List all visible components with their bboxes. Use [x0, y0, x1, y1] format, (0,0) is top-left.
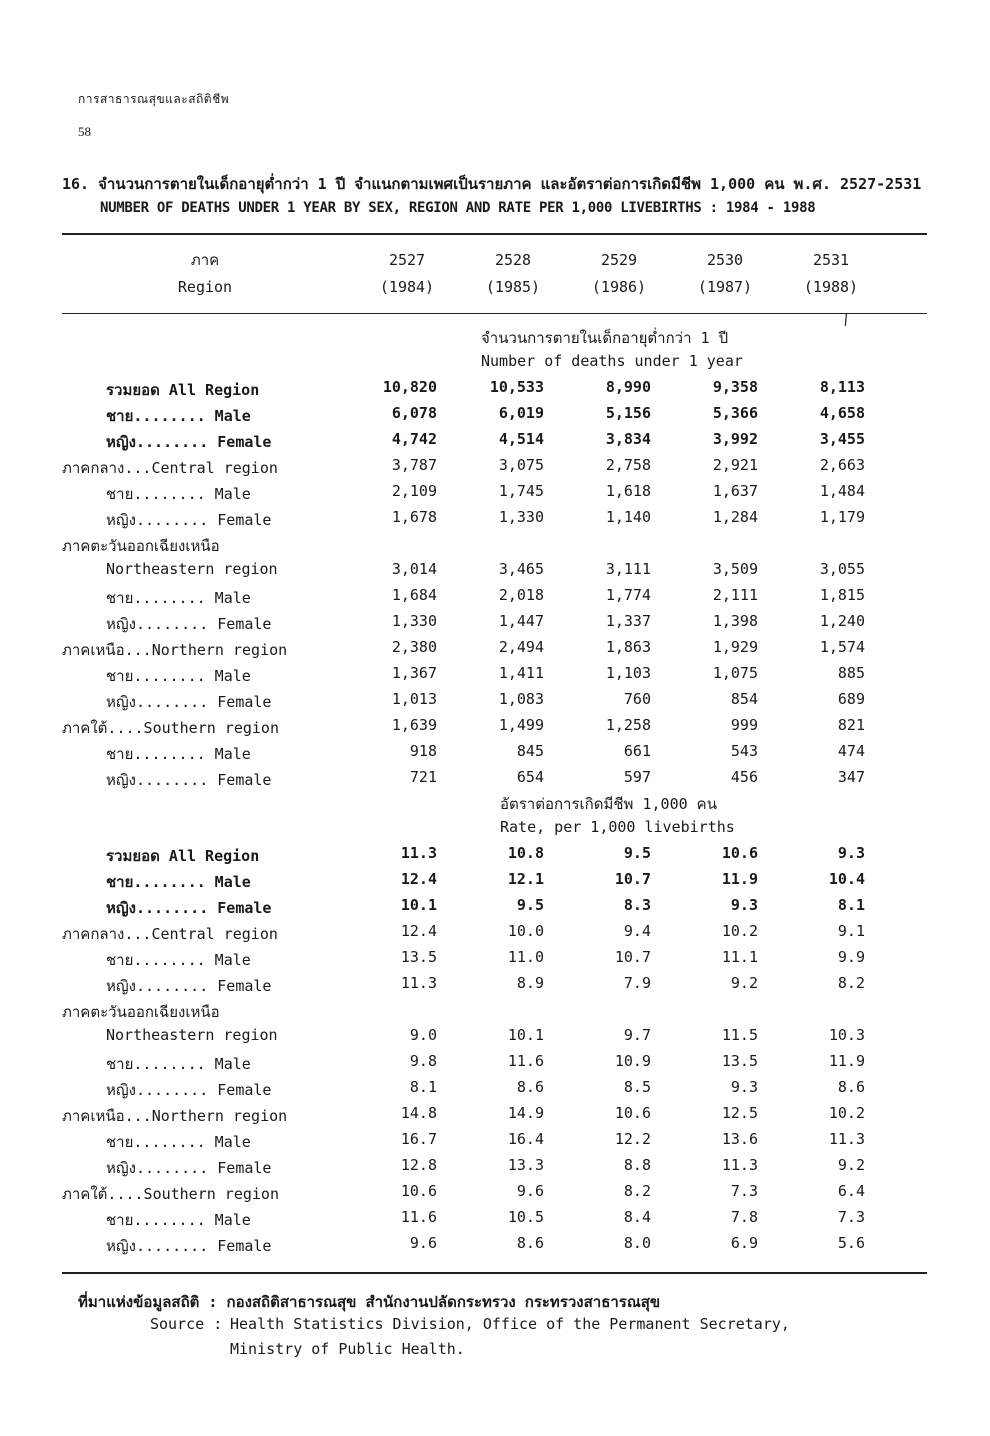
table-row: [62, 1000, 927, 1026]
table-cell: 1,337: [605, 612, 651, 630]
table-cell: 9.3: [837, 844, 865, 862]
table-row: [62, 844, 927, 870]
source-label: Source :: [150, 1315, 223, 1333]
table-cell: 9.8: [409, 1052, 437, 1070]
table-row: [62, 1156, 927, 1182]
table-cell: 1,678: [391, 508, 437, 526]
table-cell: 10.6: [614, 1104, 651, 1122]
source-line-1: Health Statistics Division, Office of the Permanent Secretary,: [230, 1315, 790, 1333]
table-cell: 3,787: [391, 456, 437, 474]
row-label: หญิง........ Female: [106, 511, 272, 529]
table-row: [62, 922, 927, 948]
table-row: [62, 690, 927, 716]
table-cell: 3,834: [605, 430, 651, 448]
row-label: ชาย........ Male: [106, 485, 251, 503]
row-label: ภาคกลาง...Central region: [62, 925, 278, 943]
table-cell: 13.5: [400, 948, 437, 966]
table-row: [62, 1052, 927, 1078]
table-cell: 1,398: [712, 612, 758, 630]
source-thai: ที่มาแห่งข้อมูลสถิติ : กองสถิติสาธารณสุข สำนักงานปลัดกระทรวง กระทรวงสาธารณสุข: [78, 1293, 661, 1311]
row-label: ภาคเหนือ...Northern region: [62, 1107, 288, 1125]
row-label: ชาย........ Male: [106, 1133, 251, 1151]
table-cell: 14.9: [507, 1104, 544, 1122]
row-label: ชาย........ Male: [106, 407, 251, 425]
table-cell: 6,078: [391, 404, 437, 422]
table-cell: 3,992: [712, 430, 758, 448]
table-cell: 7.3: [730, 1182, 758, 1200]
table-cell: 1,411: [498, 664, 544, 682]
table-cell: 6.4: [837, 1182, 865, 1200]
table-cell: 1,447: [498, 612, 544, 630]
table-cell: 10.0: [507, 922, 544, 940]
table-cell: 1,367: [391, 664, 437, 682]
top-rule: [62, 233, 927, 235]
table-cell: 11.5: [721, 1026, 758, 1044]
table-cell: 1,929: [712, 638, 758, 656]
table-row: [62, 404, 927, 430]
row-label: ภาคตะวันออกเฉียงเหนือ: [62, 1003, 220, 1021]
table-cell: 8,113: [819, 378, 865, 396]
table-cell: 10.7: [614, 870, 651, 888]
table-row: [62, 948, 927, 974]
table-row: [62, 742, 927, 768]
table-cell: 8.6: [837, 1078, 865, 1096]
table-cell: 9.7: [623, 1026, 651, 1044]
table-cell: 9.2: [730, 974, 758, 992]
table-cell: 4,742: [391, 430, 437, 448]
row-label: ภาคตะวันออกเฉียงเหนือ: [62, 537, 220, 555]
table-cell: 8.9: [516, 974, 544, 992]
table-cell: 1,330: [498, 508, 544, 526]
table-cell: 12.5: [721, 1104, 758, 1122]
table-cell: 10.1: [507, 1026, 544, 1044]
table-cell: 10.9: [614, 1052, 651, 1070]
year-header-ce: (1984): [379, 278, 435, 296]
row-label: ชาย........ Male: [106, 667, 251, 685]
table-cell: 1,083: [498, 690, 544, 708]
table-cell: 5,366: [712, 404, 758, 422]
table-cell: 8.3: [623, 896, 651, 914]
table-cell: 14.8: [400, 1104, 437, 1122]
table-cell: 12.4: [400, 870, 437, 888]
table-cell: 1,013: [391, 690, 437, 708]
table-cell: 9.6: [516, 1182, 544, 1200]
table-row: [62, 1104, 927, 1130]
table-cell: 10.5: [507, 1208, 544, 1226]
table-cell: 1,284: [712, 508, 758, 526]
table-cell: 10.2: [721, 922, 758, 940]
table-cell: 689: [837, 690, 865, 708]
year-header-ce: (1985): [485, 278, 541, 296]
table-cell: 13.5: [721, 1052, 758, 1070]
table-cell: 654: [516, 768, 544, 786]
table-cell: 1,863: [605, 638, 651, 656]
table-row: [62, 508, 927, 534]
table-cell: 8.5: [623, 1078, 651, 1096]
table-cell: 456: [730, 768, 758, 786]
row-label: หญิง........ Female: [106, 433, 272, 451]
table-cell: 1,140: [605, 508, 651, 526]
row-label: หญิง........ Female: [106, 1159, 272, 1177]
table-cell: 4,514: [498, 430, 544, 448]
section-rates-thai: อัตราต่อการเกิดมีชีพ 1,000 คน: [500, 795, 717, 813]
row-label: หญิง........ Female: [106, 1081, 272, 1099]
row-label: หญิง........ Female: [106, 615, 272, 633]
row-label: รวมยอด All Region: [106, 381, 260, 399]
table-cell: 543: [730, 742, 758, 760]
table-row: [62, 768, 927, 794]
table-cell: 12.1: [507, 870, 544, 888]
table-cell: 8.6: [516, 1078, 544, 1096]
table-row: [62, 1208, 927, 1234]
row-label: ชาย........ Male: [106, 951, 251, 969]
table-cell: 12.8: [400, 1156, 437, 1174]
row-label: ชาย........ Male: [106, 745, 251, 763]
table-cell: 6.9: [730, 1234, 758, 1252]
table-cell: 5.6: [837, 1234, 865, 1252]
header-rule: [62, 313, 927, 314]
running-header: การสาธารณสุขและสถิติชีพ: [78, 92, 230, 106]
table-cell: 9.5: [516, 896, 544, 914]
table-row: [62, 664, 927, 690]
table-row: [62, 560, 927, 586]
row-label: หญิง........ Female: [106, 1237, 272, 1255]
page-number: 58: [78, 124, 91, 139]
table-cell: 2,111: [712, 586, 758, 604]
table-cell: 1,258: [605, 716, 651, 734]
row-label: หญิง........ Female: [106, 771, 272, 789]
table-cell: 12.4: [400, 922, 437, 940]
table-cell: 5,156: [605, 404, 651, 422]
table-cell: 1,075: [712, 664, 758, 682]
table-cell: 11.3: [828, 1130, 865, 1148]
table-cell: 1,639: [391, 716, 437, 734]
table-row: [62, 534, 927, 560]
table-cell: 11.9: [828, 1052, 865, 1070]
table-cell: 1,574: [819, 638, 865, 656]
table-row: [62, 1234, 927, 1260]
table-cell: 1,637: [712, 482, 758, 500]
table-cell: 9,358: [712, 378, 758, 396]
year-header-be: 2531: [812, 251, 850, 269]
table-cell: 11.9: [721, 870, 758, 888]
table-row: [62, 612, 927, 638]
table-cell: 1,330: [391, 612, 437, 630]
table-row: [62, 896, 927, 922]
table-cell: 918: [409, 742, 437, 760]
table-cell: 2,758: [605, 456, 651, 474]
table-cell: 7.3: [837, 1208, 865, 1226]
table-cell: 1,774: [605, 586, 651, 604]
table-cell: 1,499: [498, 716, 544, 734]
table-cell: 597: [623, 768, 651, 786]
source-line-2: Ministry of Public Health.: [230, 1340, 465, 1358]
table-cell: 2,380: [391, 638, 437, 656]
row-label: ภาคเหนือ...Northern region: [62, 641, 288, 659]
table-cell: 9.4: [623, 922, 651, 940]
table-row: [62, 974, 927, 1000]
table-row: [62, 638, 927, 664]
table-row: [62, 378, 927, 404]
table-cell: 12.2: [614, 1130, 651, 1148]
table-cell: 11.3: [721, 1156, 758, 1174]
table-cell: 8.6: [516, 1234, 544, 1252]
row-label: ชาย........ Male: [106, 589, 251, 607]
table-cell: 721: [409, 768, 437, 786]
table-cell: 8.2: [837, 974, 865, 992]
bottom-rule: [62, 1272, 927, 1274]
table-cell: 8.4: [623, 1208, 651, 1226]
table-cell: 10,533: [489, 378, 544, 396]
table-title-thai: 16. จำนวนการตายในเด็กอายุต่ำกว่า 1 ปี จำแนกตามเพศเป็นรายภาค และอัตราต่อการเกิดมีชีพ 1,000 คน พ.ศ. 2527-2531: [62, 175, 922, 193]
table-cell: 854: [730, 690, 758, 708]
table-cell: 474: [837, 742, 865, 760]
table-cell: 10.8: [507, 844, 544, 862]
table-cell: 13.3: [507, 1156, 544, 1174]
table-cell: 10.2: [828, 1104, 865, 1122]
table-cell: 10.1: [400, 896, 437, 914]
table-cell: 10.4: [828, 870, 865, 888]
table-cell: 821: [837, 716, 865, 734]
table-row: [62, 1130, 927, 1156]
year-header-be: 2527: [388, 251, 426, 269]
table-cell: 661: [623, 742, 651, 760]
table-cell: 1,815: [819, 586, 865, 604]
table-cell: 10.7: [614, 948, 651, 966]
table-cell: 1,103: [605, 664, 651, 682]
section-rates-english: Rate, per 1,000 livebirths: [500, 818, 735, 836]
table-cell: 16.7: [400, 1130, 437, 1148]
table-cell: 9.6: [409, 1234, 437, 1252]
table-cell: 11.3: [400, 844, 437, 862]
table-cell: 1,745: [498, 482, 544, 500]
table-cell: 999: [730, 716, 758, 734]
table-row: [62, 456, 927, 482]
region-header-english: Region: [177, 278, 233, 296]
row-label: ชาย........ Male: [106, 1211, 251, 1229]
table-cell: 10.3: [828, 1026, 865, 1044]
region-header-thai: ภาค: [190, 251, 220, 269]
row-label: รวมยอด All Region: [106, 847, 260, 865]
row-label: Northeastern region: [106, 1026, 278, 1044]
table-cell: 3,075: [498, 456, 544, 474]
table-row: [62, 430, 927, 456]
row-label: ชาย........ Male: [106, 1055, 251, 1073]
year-header-ce: (1988): [803, 278, 859, 296]
table-cell: 2,018: [498, 586, 544, 604]
table-cell: 1,240: [819, 612, 865, 630]
table-cell: 13.6: [721, 1130, 758, 1148]
table-cell: 8.2: [623, 1182, 651, 1200]
table-cell: 9.5: [623, 844, 651, 862]
table-cell: 7.9: [623, 974, 651, 992]
table-cell: 11.1: [721, 948, 758, 966]
table-cell: 11.3: [400, 974, 437, 992]
table-cell: 845: [516, 742, 544, 760]
table-cell: 3,111: [605, 560, 651, 578]
table-row: [62, 870, 927, 896]
table-cell: 9.0: [409, 1026, 437, 1044]
table-cell: 1,484: [819, 482, 865, 500]
table-cell: 9.3: [730, 1078, 758, 1096]
table-row: [62, 1182, 927, 1208]
table-cell: 8.1: [409, 1078, 437, 1096]
row-label: ภาคใต้....Southern region: [62, 1185, 279, 1203]
table-cell: 10.6: [400, 1182, 437, 1200]
section-deaths-english: Number of deaths under 1 year: [481, 352, 743, 370]
table-cell: 1,618: [605, 482, 651, 500]
table-cell: 347: [837, 768, 865, 786]
row-label: หญิง........ Female: [106, 977, 272, 995]
row-label: ภาคใต้....Southern region: [62, 719, 279, 737]
table-cell: 885: [837, 664, 865, 682]
check-mark: /: [839, 311, 853, 329]
row-label: Northeastern region: [106, 560, 278, 578]
table-cell: 3,465: [498, 560, 544, 578]
table-cell: 11.0: [507, 948, 544, 966]
table-cell: 8.0: [623, 1234, 651, 1252]
table-cell: 9.1: [837, 922, 865, 940]
table-cell: 11.6: [507, 1052, 544, 1070]
table-cell: 2,663: [819, 456, 865, 474]
table-cell: 9.2: [837, 1156, 865, 1174]
row-label: ชาย........ Male: [106, 873, 251, 891]
table-cell: 4,658: [819, 404, 865, 422]
table-cell: 11.6: [400, 1208, 437, 1226]
table-cell: 6,019: [498, 404, 544, 422]
row-label: ภาคกลาง...Central region: [62, 459, 278, 477]
section-deaths-thai: จำนวนการตายในเด็กอายุต่ำกว่า 1 ปี: [481, 329, 729, 347]
table-row: [62, 586, 927, 612]
table-cell: 1,179: [819, 508, 865, 526]
table-cell: 3,509: [712, 560, 758, 578]
table-row: [62, 1026, 927, 1052]
year-header-be: 2530: [706, 251, 744, 269]
table-cell: 760: [623, 690, 651, 708]
year-header-ce: (1987): [697, 278, 753, 296]
table-cell: 3,014: [391, 560, 437, 578]
table-row: [62, 1078, 927, 1104]
table-cell: 2,494: [498, 638, 544, 656]
table-cell: 2,921: [712, 456, 758, 474]
table-cell: 2,109: [391, 482, 437, 500]
year-header-ce: (1986): [591, 278, 647, 296]
year-header-be: 2528: [494, 251, 532, 269]
table-row: [62, 716, 927, 742]
table-title-english: NUMBER OF DEATHS UNDER 1 YEAR BY SEX, REGION AND RATE PER 1,000 LIVEBIRTHS : 1984 - 1988: [100, 200, 816, 216]
table-cell: 16.4: [507, 1130, 544, 1148]
table-row: [62, 482, 927, 508]
table-cell: 1,684: [391, 586, 437, 604]
table-cell: 9.3: [730, 896, 758, 914]
table-cell: 9.9: [837, 948, 865, 966]
row-label: หญิง........ Female: [106, 899, 272, 917]
table-cell: 3,455: [819, 430, 865, 448]
table-cell: 7.8: [730, 1208, 758, 1226]
year-header-be: 2529: [600, 251, 638, 269]
table-cell: 10,820: [382, 378, 437, 396]
table-cell: 8.1: [837, 896, 865, 914]
table-cell: 8.8: [623, 1156, 651, 1174]
table-cell: 3,055: [819, 560, 865, 578]
table-cell: 10.6: [721, 844, 758, 862]
table-cell: 8,990: [605, 378, 651, 396]
row-label: หญิง........ Female: [106, 693, 272, 711]
